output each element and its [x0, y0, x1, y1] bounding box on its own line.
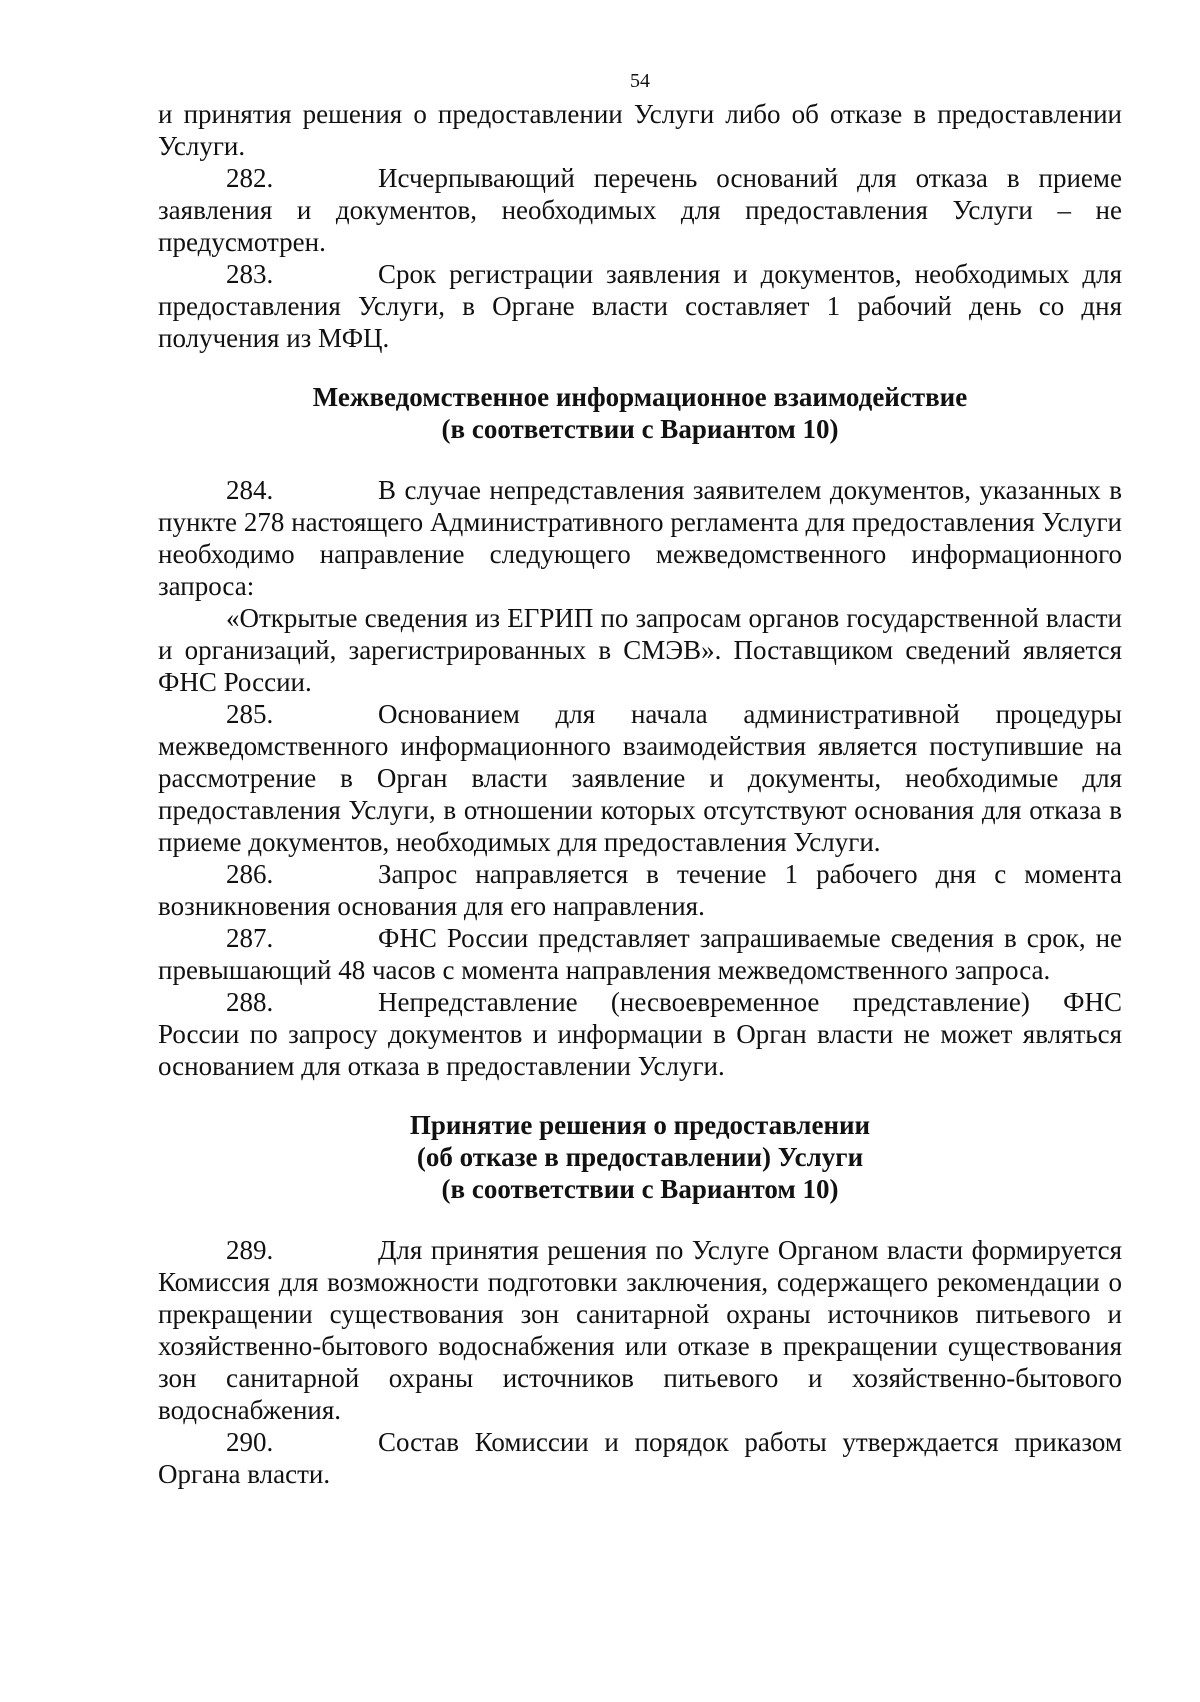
paragraph-290	[158, 1426, 1122, 1490]
paragraph-number: 282.	[226, 163, 274, 193]
page-number: 54	[630, 70, 650, 92]
heading-line: (об отказе в предоставлении) Услуги	[416, 1142, 864, 1172]
paragraph-number: 287.	[226, 923, 274, 953]
heading-line: Межведомственное информационное взаимодействие	[312, 382, 968, 412]
paragraph-text: Для принятия решения по Услуге Органом власти формируется Комиссия для возможности подготовки заключения, содержащего рекомендации о прекращении существования зон санитарной охраны источников питьевого и хозяйственно-бытового водоснабжения или отказе в прекращении существования зон санитарной охраны источников питьевого и хозяйственно-бытового водоснабжения.	[158, 1235, 1122, 1425]
heading-line: (в соответствии с Вариантом 10)	[441, 1174, 839, 1204]
paragraph-number: 285.	[226, 699, 274, 729]
paragraph-number: 286.	[226, 859, 274, 889]
spacer	[158, 1082, 1122, 1109]
paragraph-287	[158, 922, 1122, 986]
heading-line: (в соответствии с Вариантом 10)	[441, 414, 839, 444]
paragraph-text: В случае непредставления заявителем документов, указанных в пункте 278 настоящего Административного регламента для предоставления Услуги необходимо направление следующего межведомственного информационного запроса:	[158, 475, 1122, 601]
paragraph-text: Исчерпывающий перечень оснований для отказа в приеме заявления и документов, необходимых для предоставления Услуги – не предусмотрен.	[158, 163, 1122, 257]
spacer	[158, 354, 1122, 381]
paragraph-288	[158, 986, 1122, 1082]
paragraph-number: 283.	[226, 259, 274, 289]
paragraph-text: Основанием для начала административной процедуры межведомственного информационного взаимодействия является поступившие на рассмотрение в Орган власти заявление и документы, необходимые для предоставления Услуги, в отношении которых отсутствуют основания для отказа в приеме документов, необходимых для предоставления Услуги.	[158, 699, 1122, 857]
paragraph-282	[158, 162, 1122, 258]
paragraph-284	[158, 474, 1122, 602]
paragraph-number: 290.	[226, 1427, 274, 1457]
spacer	[158, 445, 1122, 474]
paragraph-number: 288.	[226, 987, 274, 1017]
paragraph-intro: и принятия решения о предоставлении Услуги либо об отказе в предоставлении Услуги.	[158, 99, 1122, 161]
paragraph-number: 284.	[226, 475, 274, 505]
heading-line: Принятие решения о предоставлении	[409, 1110, 871, 1140]
paragraph-text: Срок регистрации заявления и документов, необходимых для предоставления Услуги, в Органе власти составляет 1 рабочий день со дня получения из МФЦ.	[158, 259, 1122, 353]
paragraph-number: 289.	[226, 1235, 274, 1265]
paragraph-text: Состав Комиссии и порядок работы утверждается приказом Органа власти.	[158, 1427, 1122, 1489]
paragraph-285	[158, 698, 1122, 858]
paragraph-289	[158, 1234, 1122, 1426]
paragraph-283	[158, 258, 1122, 354]
paragraph-text: ФНС России представляет запрашиваемые сведения в срок, не превышающий 48 часов с момента направления межведомственного запроса.	[158, 923, 1122, 985]
section-heading-decision	[158, 1109, 1122, 1205]
paragraph-286	[158, 858, 1122, 922]
paragraph-text: Запрос направляется в течение 1 рабочего дня с момента возникновения основания для его направления.	[158, 859, 1122, 921]
paragraph-text: Непредставление (несвоевременное представление) ФНС России по запросу документов и информации в Орган власти не может являться основанием для отказа в предоставлении Услуги.	[158, 987, 1122, 1081]
spacer	[158, 1205, 1122, 1234]
section-heading-interagency	[158, 381, 1122, 445]
paragraph-quote: «Открытые сведения из ЕГРИП по запросам органов государственной власти и организаций, зарегистрированных в СМЭВ». Поставщиком сведений является ФНС России.	[158, 603, 1122, 697]
